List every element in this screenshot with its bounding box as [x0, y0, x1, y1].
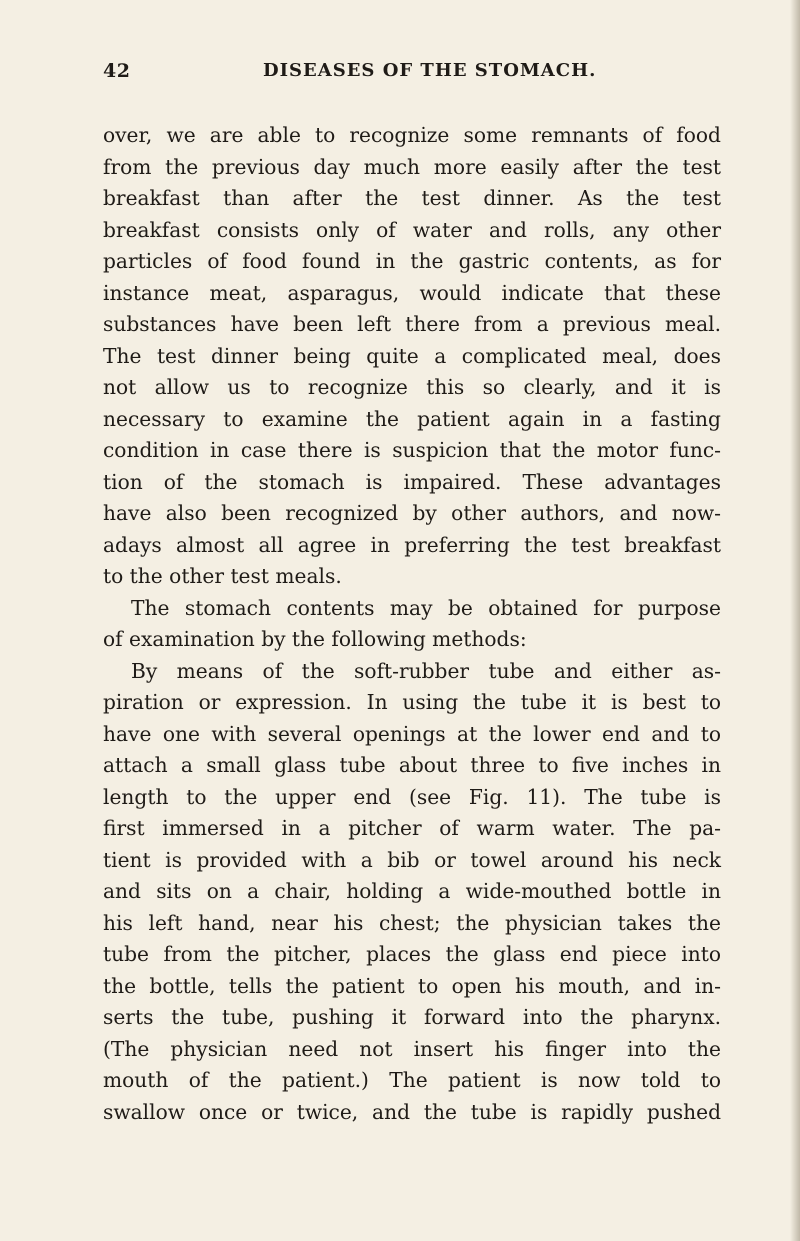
text-line: serts the tube, pushing it forward into the pharynx. — [103, 1005, 721, 1029]
text-line: substances have been left there from a previous meal. — [103, 312, 721, 336]
text-line: adays almost all agree in preferring the test breakfast — [103, 532, 721, 557]
text-line: over, we are able to recognize some remnants of food — [103, 123, 721, 147]
text-line: from the previous day much more easily after the test — [103, 154, 721, 179]
text-line: length to the upper end (see Fig. 11). The tube is — [103, 784, 721, 809]
body-text — [103, 120, 721, 1128]
page-edge-shadow — [790, 0, 800, 1241]
text-line: breakfast than after the test dinner. As the test — [103, 186, 721, 210]
text-line: tube from the pitcher, places the glass end piece into — [103, 942, 721, 966]
text-line: not allow us to recognize this so clearly, and it is — [103, 375, 721, 399]
text-line: instance meat, asparagus, would indicate that these — [103, 280, 721, 305]
page-number: 42 — [103, 60, 131, 82]
text-line: condition in case there is suspicion that the motor func- — [103, 438, 721, 462]
text-line: first immersed in a pitcher of warm water. The pa- — [103, 816, 721, 840]
text-line: necessary to examine the patient again in a fasting — [103, 406, 721, 431]
text-line: The stomach contents may be obtained for purpose — [131, 595, 721, 620]
running-head — [103, 60, 723, 90]
text-line: The test dinner being quite a complicated meal, does — [103, 343, 721, 368]
text-line: to the other test meals. — [103, 564, 342, 588]
text-line: have also been recognized by other authors, and now- — [103, 501, 721, 525]
text-line: and sits on a chair, holding a wide-mouthed bottle in — [103, 879, 721, 903]
text-line: particles of food found in the gastric contents, as for — [103, 249, 721, 273]
text-line: have one with several openings at the lower end and to — [103, 721, 721, 746]
text-line: By means of the soft-rubber tube and either as- — [131, 658, 721, 683]
text-line: (The physician need not insert his finger into the — [103, 1036, 721, 1061]
text-line: tient is provided with a bib or towel around his neck — [103, 847, 721, 872]
text-line: his left hand, near his chest; the physician takes the — [103, 910, 721, 935]
text-line: mouth of the patient.) The patient is now told to — [103, 1068, 721, 1092]
text-line: swallow once or twice, and the tube is rapidly pushed — [103, 1099, 721, 1124]
text-line: of examination by the following methods: — [103, 627, 527, 651]
text-line: breakfast consists only of water and rolls, any other — [103, 217, 721, 242]
text-line: piration or expression. In using the tube it is best to — [103, 690, 721, 714]
text-line: tion of the stomach is impaired. These advantages — [103, 469, 721, 494]
text-line: attach a small glass tube about three to five inches in — [103, 753, 721, 777]
text-line: the bottle, tells the patient to open his mouth, and in- — [103, 973, 721, 998]
running-title: DISEASES OF THE STOMACH. — [263, 60, 597, 81]
